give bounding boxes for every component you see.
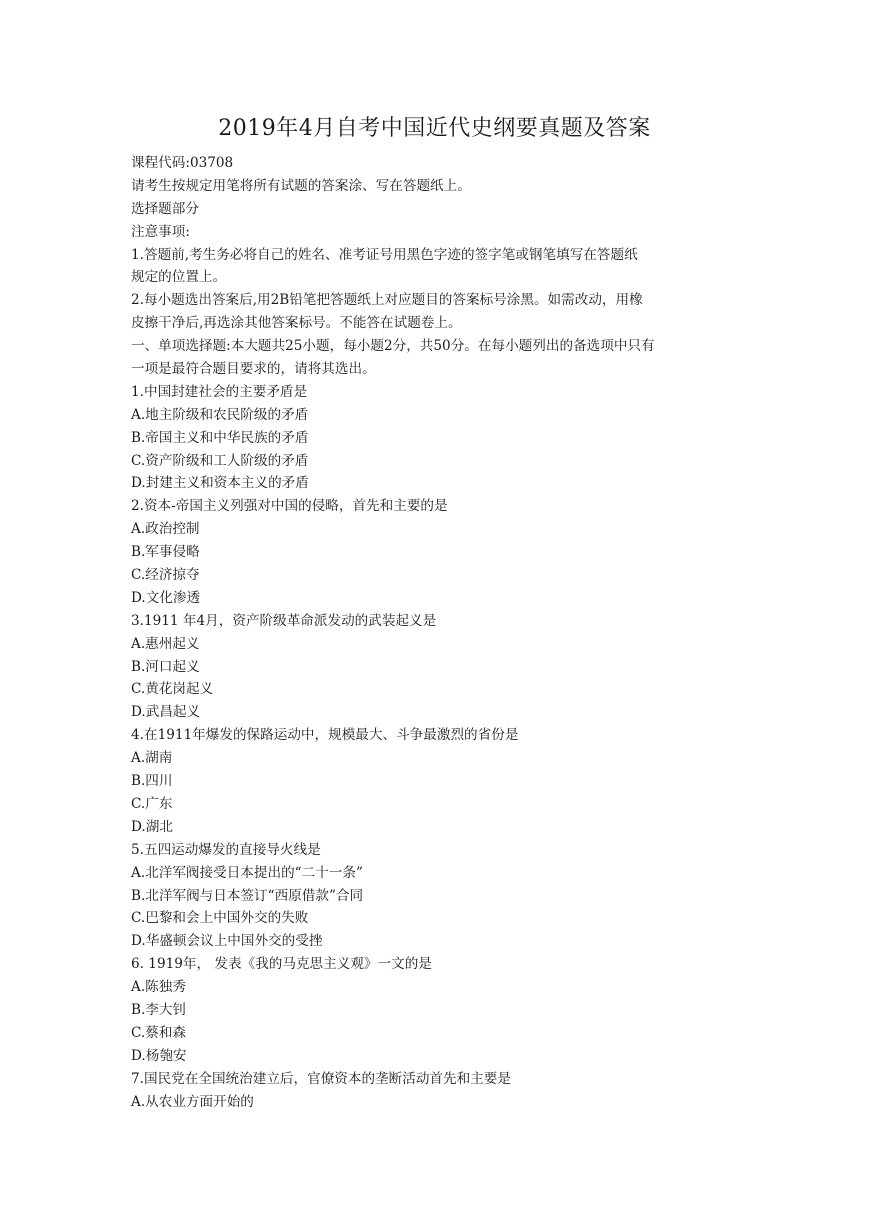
text-line: C.经济掠夺 — [131, 567, 200, 584]
text-line: 2.每小题选出答案后,用2B铅笔把答题纸上对应题目的答案标号涂黑。如需改动，用橡 — [131, 292, 643, 309]
text-line: D.封建主义和资本主义的矛盾 — [131, 475, 309, 492]
text-line: 3.1911 年4月，资产阶级革命派发动的武装起义是 — [131, 612, 437, 629]
text-line: 5.五四运动爆发的直接导火线是 — [131, 841, 321, 858]
text-line: 2.资本-帝国主义列强对中国的侵略，首先和主要的是 — [131, 498, 448, 515]
text-line: B.河口起义 — [131, 658, 200, 675]
text-line: 6. 1919年， 发表《我的马克思主义观》一文的是 — [131, 956, 432, 973]
text-line: D.湖北 — [131, 818, 173, 835]
text-line: 7.国民党在全国统治建立后，官僚资本的垄断活动首先和主要是 — [131, 1070, 511, 1087]
text-line: 4.在1911年爆发的保路运动中，规模最大、斗争最激烈的省份是 — [131, 727, 519, 744]
text-line: 规定的位置上。 — [131, 269, 227, 286]
text-line: C.巴黎和会上中国外交的失败 — [131, 910, 309, 927]
text-line: 请考生按规定用笔将所有试题的答案涂、写在答题纸上。 — [131, 177, 471, 194]
text-line: A.地主阶级和农民阶级的矛盾 — [131, 406, 309, 423]
text-line: C.蔡和森 — [131, 1024, 187, 1041]
text-line: C.黄花岗起义 — [131, 681, 214, 698]
text-line: B.军事侵略 — [131, 544, 200, 561]
text-line: 一项是最符合题目要求的，请将其选出。 — [131, 361, 376, 378]
text-line: 课程代码:03708 — [131, 155, 234, 171]
text-line: C.资产阶级和工人阶级的矛盾 — [131, 452, 309, 469]
text-line: D.文化渗透 — [131, 589, 201, 606]
text-line: A.湖南 — [131, 750, 173, 767]
text-line: B.李大钊 — [131, 1001, 187, 1018]
text-line: 注意事项: — [131, 223, 190, 240]
text-line: A.惠州起义 — [131, 635, 200, 652]
text-line: 一、单项选择题:本大题共25小题，每小题2分，共50分。在每小题列出的备选项中只有 — [131, 338, 655, 355]
document-body — [131, 152, 751, 1113]
page-title: 2019年4月自考中国近代史纲要真题及答案 — [218, 116, 651, 141]
text-line: A.从农业方面开始的 — [131, 1093, 254, 1110]
text-line: D.武昌起义 — [131, 704, 201, 721]
text-line: B.帝国主义和中华民族的矛盾 — [131, 429, 309, 446]
text-line: D.杨匏安 — [131, 1047, 187, 1064]
text-line: A.北洋军阀接受日本提出的“二十一条” — [131, 864, 363, 881]
text-line: B.北洋军阀与日本签订“西原借款”合同 — [131, 887, 364, 904]
text-line: 1.答题前,考生务必将自己的姓名、准考证号用黑色字迹的签字笔或钢笔填写在答题纸 — [131, 246, 638, 263]
text-line: B.四川 — [131, 773, 173, 790]
text-line: 选择题部分 — [131, 200, 199, 217]
text-line: A.陈独秀 — [131, 979, 186, 996]
text-line: A.政治控制 — [131, 521, 200, 538]
text-line: 皮擦干净后,再选涂其他答案标号。不能答在试题卷上。 — [131, 315, 462, 332]
text-line: 1.中国封建社会的主要矛盾是 — [131, 383, 308, 400]
text-line: C.广东 — [131, 795, 173, 812]
text-line: D.华盛顿会议上中国外交的受挫 — [131, 933, 323, 950]
